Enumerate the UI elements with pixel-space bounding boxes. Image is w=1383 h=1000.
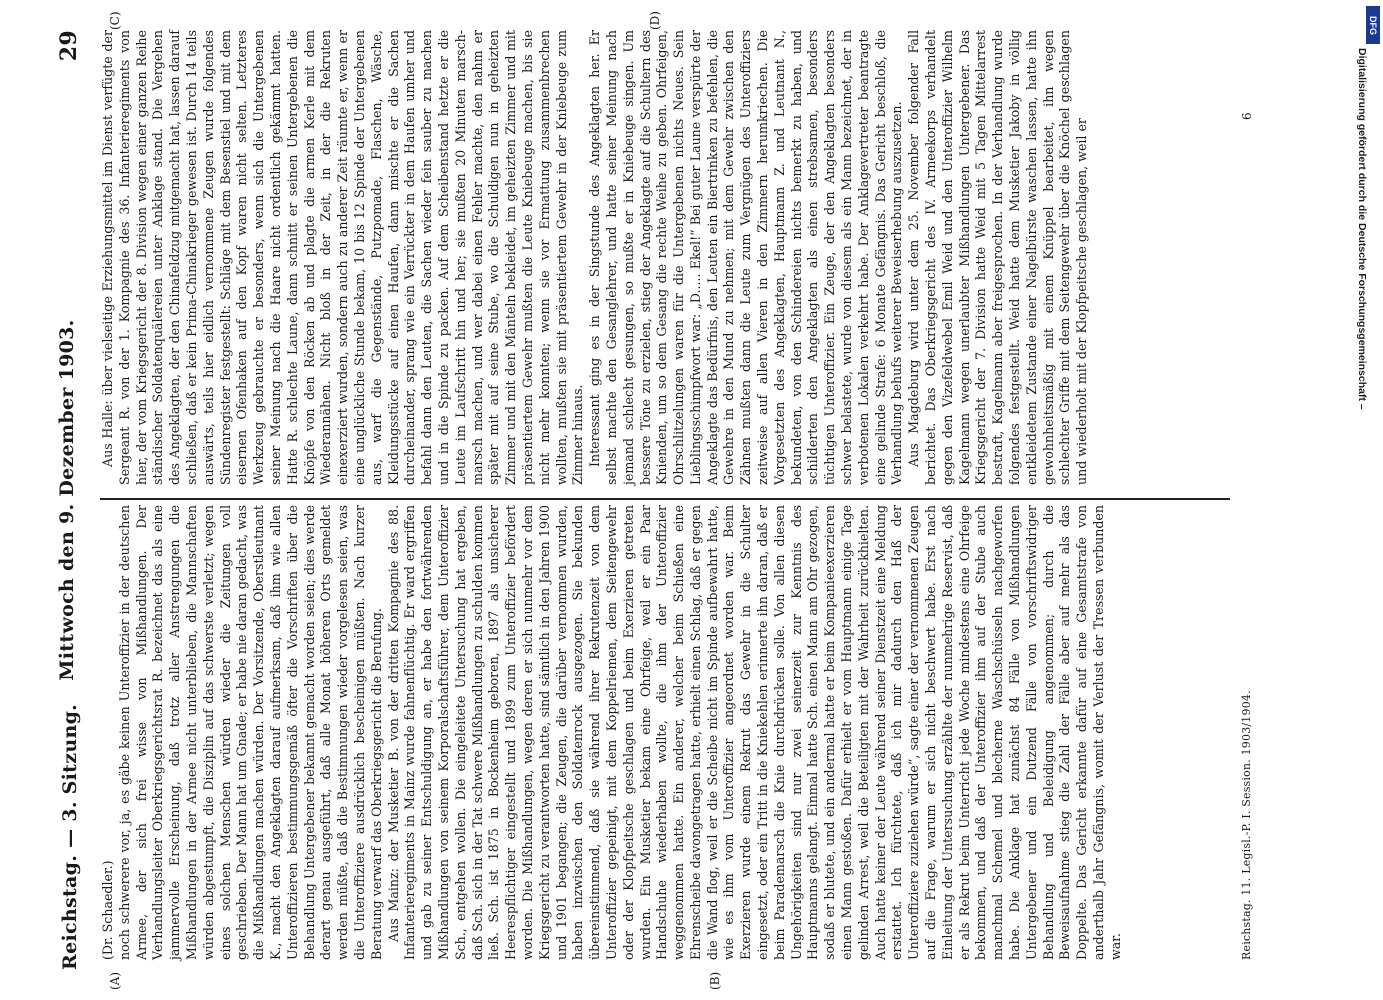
funding-note: Digitalisierung gefördert durch die Deutsche Forschungsgemeinschaft – <box>1356 48 1368 410</box>
left-column <box>100 505 1125 960</box>
sheet-number: 6 <box>1240 112 1254 120</box>
margin-mark-c: (C) <box>108 11 122 30</box>
column-divider <box>100 499 1230 501</box>
margin-mark-d: (D) <box>648 11 662 30</box>
margin-mark-a: (A) <box>108 971 122 990</box>
document-page <box>8 0 1318 1000</box>
page-number: 29 <box>56 30 82 62</box>
header-date: Mittwoch den 9. Dezember 1903. <box>56 319 78 681</box>
header-session: Reichstag. — 3. Sitzung. <box>59 703 81 970</box>
left-paragraph: noch schwerere vor, ja, es gäbe keinen Unteroffizier in der deutschen Armee, der sich frei wisse von Mißhandlungen. Der Verhandlungsleiter Oberkriegsgerichtsrat R. bezeichnet das als eine jammervolle Erscheinung, daß trotz aller Anstrengungen die Mißhandlungen in der Armee nicht unterblieben, die Mannschaften würden abgestumpft, die Disziplin auf das schwerste verletzt; wegen eines solchen Menschen würden wieder die Zeitungen voll geschrieben. Der Mann hat um Gnade; er habe nie daran gedacht, was die Mißhandlungen machen würden. Der Vorsitzende, Oberstleutnant K., macht den Angeklagten darauf aufmerksam, daß ihm wie allen Unteroffizieren bestimmungsgemäß öfter die Vorschriften über die Behandlung Untergebener bekannt gemacht worden seien; dies werde derart genau ausgeführt, daß alle Monat höheren Orts gemeldet werden müßte, daß die Bestimmungen wieder vorgelesen seien, was die Unteroffiziere ausdrücklich bescheinigen müßten. Nach kurzer Beratung verwarf das Oberkriegsgericht die Berufung. <box>116 505 384 960</box>
left-paragraph: Aus Mainz: der Musketier B. von der dritten Kompagnie des 88. Infanterieregiments in Mainz wurde fahnenflüchtig. Er ward ergriffen und gab zu seiner Entschuldigung an, er habe den fortwährenden Mißhandlungen von seinem Korporalschaftsführer, dem Unteroffizier Sch., entgehen wollen. Die eingeleitete Untersuchung hat ergeben, daß Sch. sich in der Tat schwere Mißhandlungen zu schulden kommen ließ. Sch. ist 1875 in Bockenheim geboren, 1897 als unsicherer Heerespflichtiger eingestellt und 1899 zum Unteroffizier befördert worden. Die Mißhandlungen, wegen deren er sich nunmehr vor dem Kriegsgericht zu verantworten hatte, sind sämtlich in den Jahren 1900 und 1901 begangen; die Zeugen, die darüber vernommen wurden, haben inzwischen den Soldatenrock ausgezogen. Sie bekunden übereinstimmend, daß sie während ihrer Rekrutenzeit von dem Unteroffizier gepeinigt, mit dem Koppelriemen, dem Seitengewehr oder der Klopfpeitsche geschlagen und beim Exerzieren getreten wurden. Ein Musketier bekam eine Ohrfeige, weil er ein Paar Handschuhe wiederhaben wollte, die ihm der Unteroffizier weggenommen hatte. Ein anderer, welcher beim Schießen eine Ehrenscheibe davongetragen hatte, erhielt einen Schlag, daß er gegen die Wand flog, weil er die Scheibe nicht im Spinde aufbewahrt hatte, wie es ihm vom Unteroffizier angeordnet worden war. Beim Exerzieren wurde einem Rekrut das Gewehr in die Schulter eingesetzt, oder ein Tritt in die Kniekehlen erinnerte ihn daran, daß er beim Parademarsch die Knie durchdrücken solle. Von allen diesen Ungehörigkeiten sind nur zwei seinerzeit zur Kenntnis des Hauptmanns gelangt. Einmal hatte Sch. einen Mann am Ohr gezogen, sodaß er blutete, und ein andermal hatte er beim Kompanieexerzieren einen Mann gestoßen. Dafür erhielt er vom Hauptmann einige Tage gelinden Arrest, weil die Beteiligten mit der Wahrheit zurückhielten. Auch hatte keiner der Leute während seiner Dienstzeit eine Meldung erstattet. Ich fürchtete, daß ich mir dadurch den Haß der Unteroffiziere zuziehen würde“, sagte einer der vernommenen Zeugen auf die Frage, warum er sich nicht beschwert habe. Erst nach Einleitung der Untersuchung erzählte der nunmehrige Reservist, daß er als Rekrut beim Unterricht jede Woche mindestens eine Ohrfeige bekommen, und daß der Unteroffizier ihm auf der Stube auch manchmal Schemel und blecherne Waschschüsseln nachgeworfen habe. Die Anklage hat zunächst 84 Fälle von Mißhandlungen Untergebener und ein Dutzend Fälle von vorschriftswidriger Behandlung und Beleidigung angenommen; durch die Beweisaufnahme stieg die Zahl der Fälle aber auf mehr als das Doppelte. Das Gericht erkannte dafür auf eine Gesamtstrafe von anderthalb Jahr Gefängnis, womit der Verlust der Tressen verbunden war. <box>385 505 1123 960</box>
dfg-logo: DFG <box>1366 6 1380 44</box>
right-paragraph: Aus Magdeburg wird unter dem 25. November folgender Fall berichtet. Das Oberkriegsgericht des IV. Armeekorps verhandelt gegen den Vizefeldwebel Emil Weid und den Unteroffizier Wilhelm Kagelmann wegen unerlaubter Mißhandlungen Untergebener. Das Kriegsgericht der 7. Division hatte Weid mit 5 Tagen Mittelarrest bestraft, Kagelmann aber freigesprochen. In der Verhandlung wurde folgendes festgestellt. Weid hatte dem Musketier Jakoby in völlig entkleidetem Zustande einer Nagelbürste waschen lassen, hatte ihn gewohnheitsmäßig mit einem Knüppel bearbeitet, ihn wegen schlechter Griffe mit dem Seitengewehr über die Knöchel geschlagen und wiederholt mit der Klopfpeitsche geschlagen, weil er <box>906 30 1090 485</box>
footer-legislature: Reichstag. 11. Legisl.-P. I. Session. 1903/1904. <box>1240 690 1253 960</box>
speaker-label: (Dr. Schaedler.) <box>100 860 115 960</box>
right-paragraph: Interessant ging es in der Singstunde des Angeklagten her. Er selbst machte den Gesanglehrer, und hatte seiner Meinung nach jemand schlecht gesungen, so mußte er in Kniebeuge singen. Um bessere Töne zu erzielen, stieg der Angeklagte auf die Schultern des Knienden, um so dem Gesang die rechte Weihe zu geben. Ohrfeigen, Ohrschlitzelungen waren für die Untergebenen nichts Neues. Sein Lieblingsschimpfwort war: „D..... Ekel!“ Bei guter Laune verspürte der Angeklagte das Bedürfnis, den Leuten ein Biertrinken zu befehlen, die Gewehre in den Mund zu nehmen; mit dem Gewehr zwischen den Zähnen mußten dann die Leute zum Vergnügen des Unteroffiziers zeitweise auf allen Vieren in den Zimmern herumkriechen. Die Vorgesetzten des Angeklagten, Hauptmann Z. und Leutnant N., bekundeten, von den Schindereien nichts bemerkt zu haben, und schilderten den Angeklagten als einen strebsamen, besonders tüchtigen Unteroffizier. Ein Zeuge, der den Angeklagten besonders schwer belastete, wurde von diesem als ein Mann bezeichnet, der in verbotenen Lokalen verkehrt habe. Der Anklagevertreter beantragte eine gelinde Strafe: 6 Monate Gefängnis. Das Gericht beschloß, die Verhandlung behufs weiterer Beweiserhebung auszusetzen. <box>587 30 905 485</box>
right-paragraph: Aus Halle: über vielseitige Erziehungsmittel im Dienst verfügte der Sergeant R. von der 1. Kompagnie des 36. Infanterieregiments von hier, der vom Kriegsgericht der 8. Division wegen einer ganzen Reihe ständischer Soldatenquälereien unter Anklage stand. Die Vergehen des Angeklagten, der den Chinafeldzug mitgemacht hat, lassen darauf schließen, daß er kein Prima-Chinakrieger gewesen ist. Durch 14 teils auswärts, teils hier eidlich vernommene Zeugen wurde folgendes Sündenregister festgestellt: Schläge mit dem Besenstiel und mit dem eisernen Ofenhaken auf den Kopf waren nicht selten. Letzteres Werkzeug gebrauchte er besonders, wenn sich die Untergebenen seiner Meinung nach die Haare nicht ordentlich gekämmt hatten. Hatte R. schlechte Laune, dann schnitt er seinen Untergebenen die Knöpfe von den Röcken ab und plagte die armen Kerle mit dem Wiederannähen. Nicht bloß in der Zeit, in der die Rekruten einexerziert wurden, sondern auch zu anderer Zeit räumte er, wenn er eine unglückliche Stunde bekam, 10 bis 12 Spinde der Untergebenen aus, warf die Gegenstände, Putzpomade, Flaschen, Wäsche, Kleidungsstücke auf einen Haufen, dann mischte er die Sachen durcheinander, sprang wie ein Verrückter in dem Haufen umher und befahl dann den Leuten, die Sachen wieder fein sauber zu machen und in die Spinde zu packen. Auf dem Scheibenstand hetzte er die Leute im Laufschritt hin und her; sie mußten 20 Minuten marsch-marsch machen, und wer dabei einen Fehler machte, den nahm er später mit auf seine Stube, wo die Schuldigen nun in geheizten Zimmer und mit den Mänteln bekleidet, im geheizten Zimmer und mit präsentiertem Gewehr mußten die Leute Kniebeuge machen, bis sie nicht mehr konnten; wenn sie vor Ermattung zusammenbrechen wollten, mußten sie mit präsentiertem Gewehr in der Kniebeuge zum Zimmer hinaus. <box>100 30 586 485</box>
margin-mark-b: (B) <box>708 971 722 990</box>
page-header <box>56 30 90 970</box>
right-column <box>100 30 1091 485</box>
